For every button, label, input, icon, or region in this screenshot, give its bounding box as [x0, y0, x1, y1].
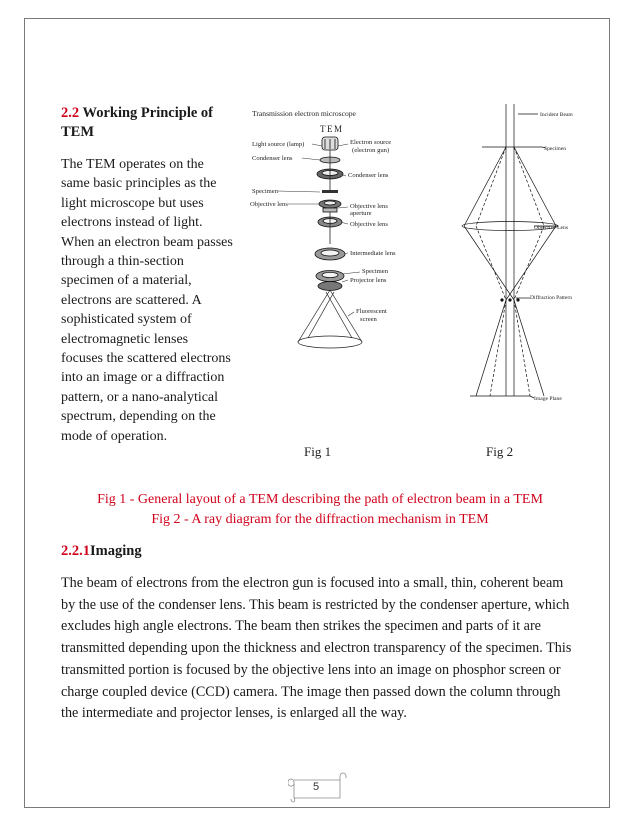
label-diffraction-pattern: Diffraction Pattern	[530, 295, 572, 301]
fig2-caption: Fig 2	[486, 444, 514, 459]
intro-column	[61, 104, 233, 446]
tem-figures	[244, 104, 584, 474]
projection-cone	[298, 290, 362, 348]
label-objective-aperture-1: Objective lens	[350, 203, 388, 210]
label-objective-lens: Objective Lens	[534, 225, 569, 231]
subsection-heading	[61, 543, 142, 560]
label-objective-left: Objective lens	[250, 201, 288, 208]
section-title: Working Principle of TEM	[61, 105, 213, 140]
intro-paragraph: The TEM operates on the same basic principles as the light microscope but uses electrons instead of light. When an electron beam passes through a thin-section specimen of a material, electrons are scattered. A sophisticated system of electromagnetic lenses focuses the scattered electrons into an image or a diffraction pattern, or a nano-analytical spectrum, depending on the mode of operation.	[61, 157, 233, 444]
fig1-tem-label: TEM	[320, 124, 344, 134]
fig1-diagram	[250, 109, 396, 459]
label-specimen-right: Specimen	[362, 268, 389, 275]
label-fig2-specimen: Specimen	[544, 146, 567, 152]
imaging-paragraph: The beam of electrons from the electron gun is focused into a small, thin, coherent beam by the use of the condenser lens. This beam is restricted by the condenser aperture, which excludes high angle electrons. The beam then strikes the specimen and parts of it are transmitted depending upon the thickness and electron transparency of the specimen. This transmitted portion is focused by the objective lens into an image on phosphor screen or charge coupled device (CCD) camera. The image then passed down the column through the intermediate and projector lenses, is enlarged all the way.	[61, 575, 572, 722]
label-condenser-left: Condenser lens	[252, 155, 293, 162]
label-fluorescent-1: Fluorescent	[356, 308, 387, 315]
projector-lens-icon	[316, 271, 344, 291]
label-projector: Projector lens	[350, 277, 387, 284]
caption-line-2: Fig 2 - A ray diagram for the diffraction mechanism in TEM	[151, 512, 489, 527]
label-image-plane: Image Plane	[534, 396, 562, 402]
specimen-icon	[322, 190, 338, 193]
fig1-caption: Fig 1	[304, 444, 332, 459]
label-incident-beam: Incident Beam	[540, 112, 573, 118]
label-fluorescent-2: screen	[360, 316, 377, 323]
subsection-number: 2.2.1	[61, 543, 90, 559]
label-specimen-left: Specimen	[252, 188, 279, 195]
section-heading	[61, 104, 233, 142]
page-number: 5	[312, 781, 320, 793]
label-objective-right: Objective lens	[350, 221, 388, 228]
label-condenser-right: Condenser lens	[348, 172, 389, 179]
label-objective-aperture-2: aperture	[350, 210, 372, 217]
label-electron-gun: (electron gun)	[352, 147, 390, 154]
fig1-title: Transmission electron microscope	[252, 109, 356, 118]
electron-gun-icon	[322, 137, 338, 150]
label-light-source: Light source (lamp)	[252, 141, 305, 148]
subsection-title: Imaging	[90, 543, 142, 559]
label-intermediate: Intermediate lens	[350, 250, 396, 257]
intermediate-lens-icon	[315, 248, 345, 260]
figure-caption	[60, 490, 580, 530]
section-number: 2.2	[61, 105, 80, 121]
caption-line-1: Fig 1 - General layout of a TEM describing the path of electron beam in a TEM	[97, 492, 543, 507]
diffraction-spots	[500, 298, 519, 301]
fig2-diagram	[462, 104, 573, 459]
page-number-scroll	[288, 772, 348, 804]
label-electron-source: Electron source	[350, 139, 392, 146]
